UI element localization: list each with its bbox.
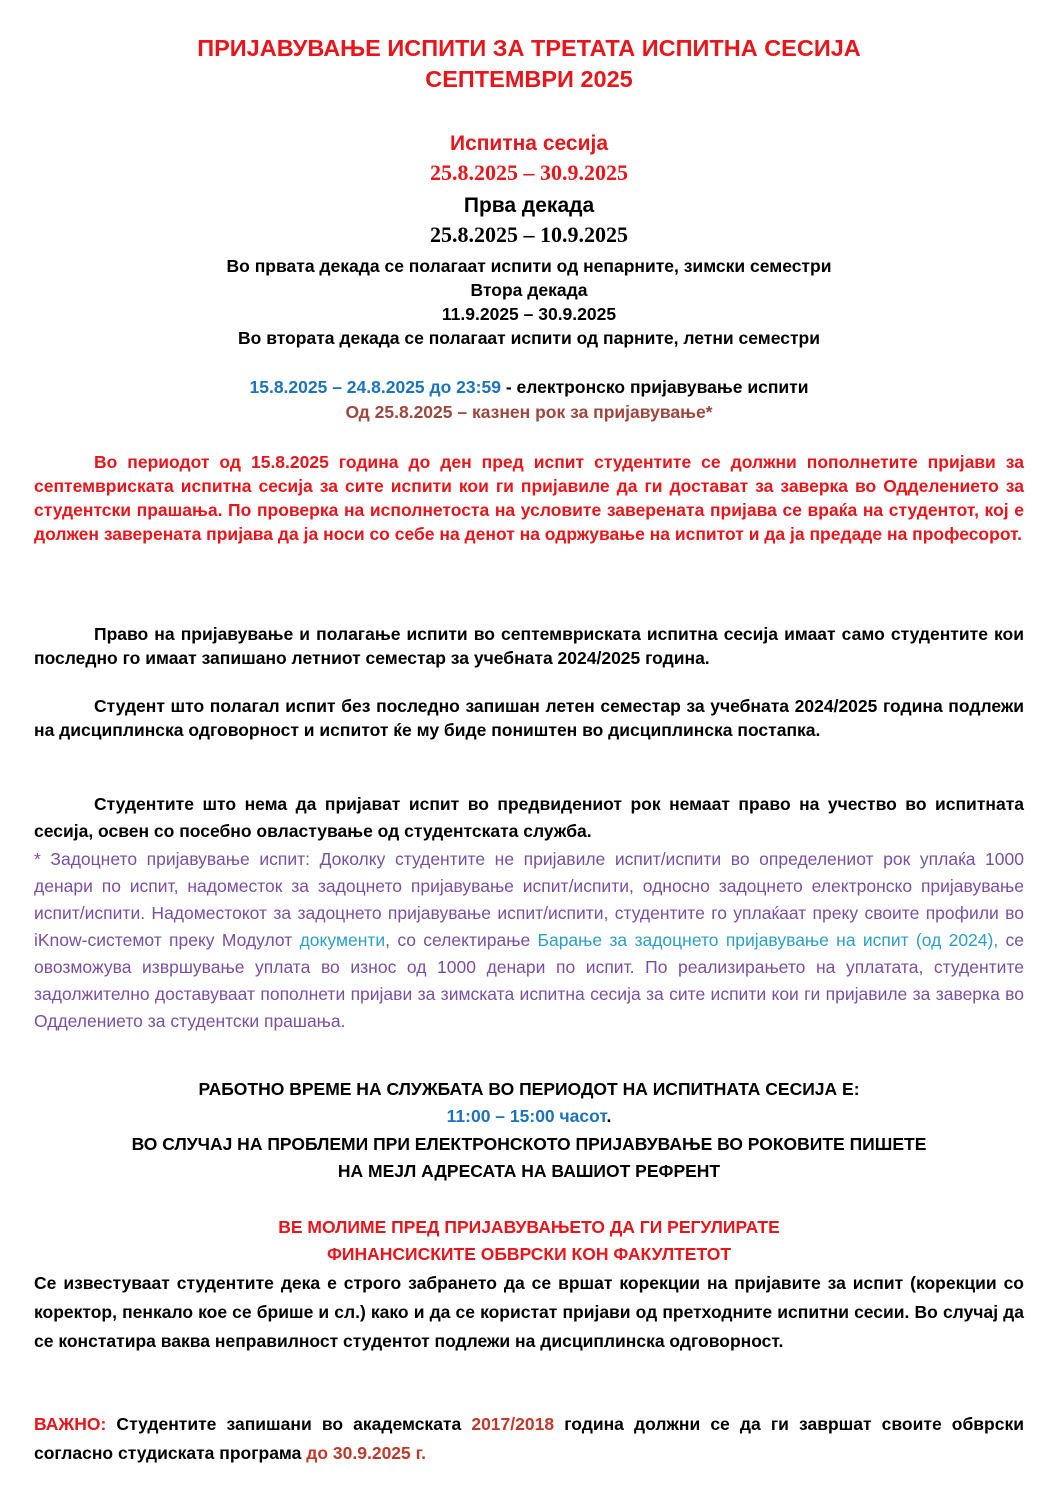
late-request-link[interactable]: Барање за задоцнето пријавување на испит (од 2024), <box>537 930 999 950</box>
late-note-part-2: , со селектирање <box>385 930 538 950</box>
second-decade-label: Втора декада <box>470 280 588 300</box>
deadline-paragraph-text: Студентите што нема да пријават испит во предвидениот рок немаат право на учество во испитната сесија, освен со посебно овластување од студентската служба. <box>34 794 1024 841</box>
session-dates: 25.8.2025 – 30.9.2025 <box>430 160 628 185</box>
late-note-part-1: * Задоцнето пријавување испит: Доколку студентите не пријавиле испит/испити во определениот рок уплаќа 1000 денари по испит, надоместок за задоцнето пријавување испит/испити, односно задоцнето електронско пријавување испит/испити. Надоместокот за задоцнето пријавување испит/испити, студентите го уплаќаат преку своите профили во iKnow-системот преку Модулот <box>34 849 1024 950</box>
deadline-paragraph <box>34 791 1024 845</box>
important-text-1: Студентите запишани во академската <box>106 1414 472 1434</box>
problems-notice <box>0 1131 1058 1185</box>
red-paragraph <box>34 450 1024 546</box>
first-decade-label: Прва декада <box>463 194 595 217</box>
second-decade-dates: 11.9.2025 – 30.9.2025 <box>441 304 617 324</box>
right-paragraph-text: Право на пријавување и полагање испити во септемвриската испитна сесија имаат само студентите кои последно го имаат запишано летниот семестар за учебната 2024/2025 година. <box>34 624 1024 668</box>
red-paragraph-text: Во периодот од 15.8.2025 година до ден пред испит студентите се должни пополнетите пријави за септемвриската испитна сесија за сите испити кои ги пријавиле да ги доставaт за заверка во Одделението за студентски прашања. По проверка на исполнетоста на условите заверената пријава се враќа на студентот, кој е должен заверената пријава да ја носи со себе на денот на одржување на испитот и да ја предаде на професорот. <box>34 452 1024 544</box>
problems-line-1: ВО СЛУЧАЈ НА ПРОБЛЕМИ ПРИ ЕЛЕКТРОНСКОТО ПРИЈАВУВАЊЕ ВО РОКОВИТЕ ПИШЕТЕ <box>131 1134 927 1154</box>
important-text-2: година должни се да ги завршат своите обврски согласно студиската програма <box>34 1414 1024 1463</box>
registration-suffix: - електронско пријавување испити <box>500 377 809 397</box>
finance-notice <box>0 1214 1058 1268</box>
student-paragraph-text: Студент што полагал испит без последно запишан летен семестар за учебната 2024/2025 година подлежи на дисциплинска одговорност и испитот ќе му биде поништен во дисциплинска постапка. <box>34 696 1024 740</box>
important-year: 2017/2018 <box>471 1414 555 1434</box>
documents-link[interactable]: документи <box>299 930 386 950</box>
page-title <box>0 33 1058 95</box>
office-hours-label: РАБОТНО ВРЕМЕ НА СЛУЖБАТА ВО ПЕРИОДОТ НА ИСПИТНАТА СЕСИЈА Е: <box>198 1079 860 1099</box>
problems-line-2: НА МЕЈЛ АДРЕСАТА НА ВАШИОТ РЕФРЕНТ <box>337 1161 721 1181</box>
first-decade-dates: 25.8.2025 – 10.9.2025 <box>430 222 628 247</box>
office-hours-dot: . <box>606 1106 612 1126</box>
session-label: Испитна сесија <box>449 132 609 155</box>
registration-dates: 15.8.2025 – 24.8.2025 до 23:59 <box>249 377 501 397</box>
important-deadline: до 30.9.2025 г. <box>306 1443 427 1463</box>
important-paragraph <box>34 1410 1024 1468</box>
penalty-period: Од 25.8.2025 – казнен рок за пријавување* <box>345 402 713 422</box>
office-hours-time: 11:00 – 15:00 часот <box>446 1106 607 1126</box>
right-paragraph <box>34 622 1024 670</box>
title-line-2: СЕПТЕМВРИ 2025 <box>425 66 633 92</box>
late-note-part-3: се овозможува извршување уплата во износ од 1000 денари по испит. По реализирањето на уплатата, студентите задолжително доставуваат пополнети пријави за зимската испитна сесија за сите испити кои ги пријавиле за заверка во Одделението за студентски прашања. <box>34 930 1024 1031</box>
late-registration-note <box>34 846 1024 1035</box>
finance-line-1: ВЕ МОЛИМЕ ПРЕД ПРИЈАВУВАЊЕТО ДА ГИ РЕГУЛИРАТЕ <box>278 1217 780 1237</box>
title-line-1: ПРИЈАВУВАЊЕ ИСПИТИ ЗА ТРЕТАТА ИСПИТНА СЕСИЈА <box>197 35 861 61</box>
first-decade-note: Во првата декада се полагаат испити од непарните, зимски семестри <box>226 256 832 276</box>
finance-line-2: ФИНАНСИСКИТЕ ОБВРСКИ КОН ФАКУЛТЕТОТ <box>326 1244 732 1264</box>
second-decade-note: Во втората декада се полагаат испити од парните, летни семестри <box>238 328 820 348</box>
important-label: ВАЖНО: <box>34 1414 107 1434</box>
registration-period <box>0 376 1058 398</box>
corrections-paragraph: Се известуваат студентите дека е строго забранeто да се вршат корекции на пријавите за испит (корекции со коректор, пенкало кое се брише и сл.) како и да се користат пријави од претходните испитни сесии. Во случај да се констатира ваква неправилност студентот подлежи на дисциплинска одговорност. <box>34 1273 1024 1351</box>
office-hours <box>0 1104 1058 1128</box>
student-paragraph <box>34 694 1024 742</box>
